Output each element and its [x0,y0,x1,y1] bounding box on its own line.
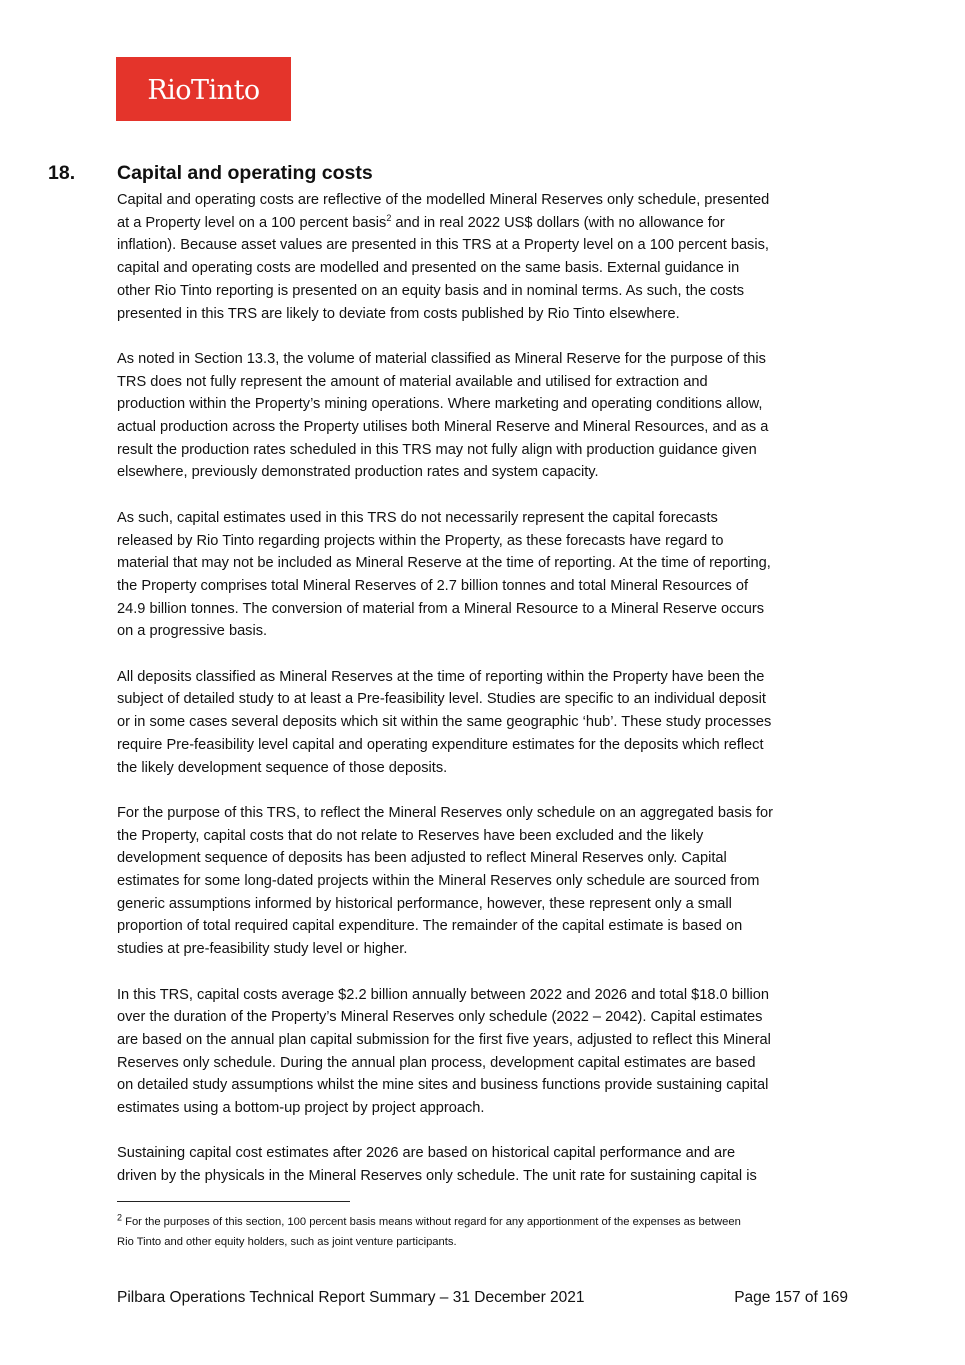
text-line: studies at pre-feasibility study level or higher. [117,941,408,958]
text-line: development sequence of deposits has been adjusted to reflect Mineral Reserves only. Capital [117,850,727,867]
text-line: material that may not be included as Mineral Reserve at the time of reporting. At the time of reporting, [117,555,771,572]
text-line [117,212,852,235]
paragraph-7 [117,1142,852,1187]
rio-tinto-logo [116,57,291,121]
footnote-marker: 2 [117,1212,123,1223]
text-line: Reserves only schedule. During the annual plan process, development capital estimates are based [117,1054,756,1071]
paragraph-6 [117,984,852,1120]
paragraph-4 [117,666,852,780]
paragraph-2 [117,348,852,484]
footer-page-number: Page 157 of 169 [734,1289,848,1306]
footnote-line [117,1212,857,1232]
text-fragment: For the purposes of this section, 100 percent basis means without regard for any apportionment of the expenses as between [122,1216,741,1228]
text-line: over the duration of the Property’s Mineral Reserves only schedule (2022 – 2042). Capital estimates [117,1009,763,1026]
text-line: actual production across the Property utilises both Mineral Reserve and Mineral Resources, and as a [117,419,769,436]
text-line: As such, capital estimates used in this TRS do not necessarily represent the capital forecasts [117,509,718,526]
text-line: other Rio Tinto reporting is presented on an equity basis and in nominal terms. As such, the costs [117,282,745,299]
text-line: In this TRS, capital costs average $2.2 billion annually between 2022 and 2026 and total $18.0 billion [117,986,770,1003]
text-line: released by Rio Tinto regarding projects within the Property, as these forecasts have regard to [117,532,724,549]
text-line: on detailed study assumptions whilst the mine sites and business functions provide sustaining capital [117,1077,769,1094]
text-line: Sustaining capital cost estimates after 2026 are based on historical capital performance and are [117,1145,736,1162]
text-line: All deposits classified as Mineral Reserves at the time of reporting within the Property have been the [117,668,765,685]
text-line: presented in this TRS are likely to deviate from costs published by Rio Tinto elsewhere. [117,305,680,322]
text-line: the Property, capital costs that do not relate to Reserves have been excluded and the likely [117,827,704,844]
footnote-line: Rio Tinto and other equity holders, such as joint venture participants. [117,1236,457,1248]
footer-document-title: Pilbara Operations Technical Report Summary – 31 December 2021 [117,1289,585,1306]
text-line: generic assumptions informed by historical performance, however, these represent only a small [117,895,732,912]
text-line: production within the Property’s mining operations. Where marketing and operating conditions allow, [117,396,763,413]
section-title: Capital and operating costs [117,162,373,184]
paragraph-1 [117,189,852,325]
logo-wordmark: RioTinto [147,74,260,106]
body-text [117,189,852,1211]
text-line: on a progressive basis. [117,623,268,640]
footnote-divider [117,1201,350,1202]
text-line: Capital and operating costs are reflective of the modelled Mineral Reserves only schedule, presented [117,192,770,208]
text-line: or in some cases several deposits which sit within the same geographic ‘hub’. These study processes [117,714,772,731]
text-line: TRS does not fully represent the amount of material available and utilised for extraction and [117,373,708,390]
text-line: result the production rates scheduled in this TRS may not fully align with production guidance given [117,441,757,458]
text-line: subject of detailed study to at least a Pre-feasibility level. Studies are specific to an individual deposit [117,691,766,708]
text-line: As noted in Section 13.3, the volume of material classified as Mineral Reserve for the purpose of this [117,350,766,367]
text-line: the Property comprises total Mineral Reserves of 2.7 billion tonnes and total Mineral Resources of [117,577,749,594]
footnote-reference[interactable]: 2 [386,212,392,223]
text-line: estimates for some long-dated projects within the Mineral Reserves only schedule are sourced from [117,873,760,890]
text-fragment: at a Property level on a 100 percent basis [117,214,387,231]
text-fragment: and in real 2022 US$ dollars (with no allowance for [391,214,725,231]
text-line: proportion of total required capital expenditure. The remainder of the capital estimate is based on [117,918,743,935]
text-line: elsewhere, previously demonstrated production rates and system capacity. [117,464,599,481]
section-number: 18. [48,162,76,184]
text-line: driven by the physicals in the Mineral Reserves only schedule. The unit rate for sustaining capital is [117,1168,757,1185]
text-line: For the purpose of this TRS, to reflect the Mineral Reserves only schedule on an aggregated basis for [117,804,773,821]
footnote [117,1212,857,1252]
text-line: are based on the annual plan capital submission for the first five years, adjusted to reflect this Mineral [117,1031,771,1048]
text-line: 24.9 billion tonnes. The conversion of material from a Mineral Resource to a Mineral Reserve occurs [117,600,765,617]
text-line: estimates using a bottom-up project by project approach. [117,1100,485,1117]
text-line: inflation). Because asset values are presented in this TRS at a Property level on a 100 percent basis, [117,237,769,254]
text-line: capital and operating costs are modelled and presented on the same basis. External guidance in [117,260,740,277]
text-line: require Pre-feasibility level capital and operating expenditure estimates for the deposits which reflect [117,736,764,753]
text-line: the likely development sequence of those deposits. [117,759,448,776]
paragraph-3 [117,507,852,643]
paragraph-5 [117,802,852,961]
